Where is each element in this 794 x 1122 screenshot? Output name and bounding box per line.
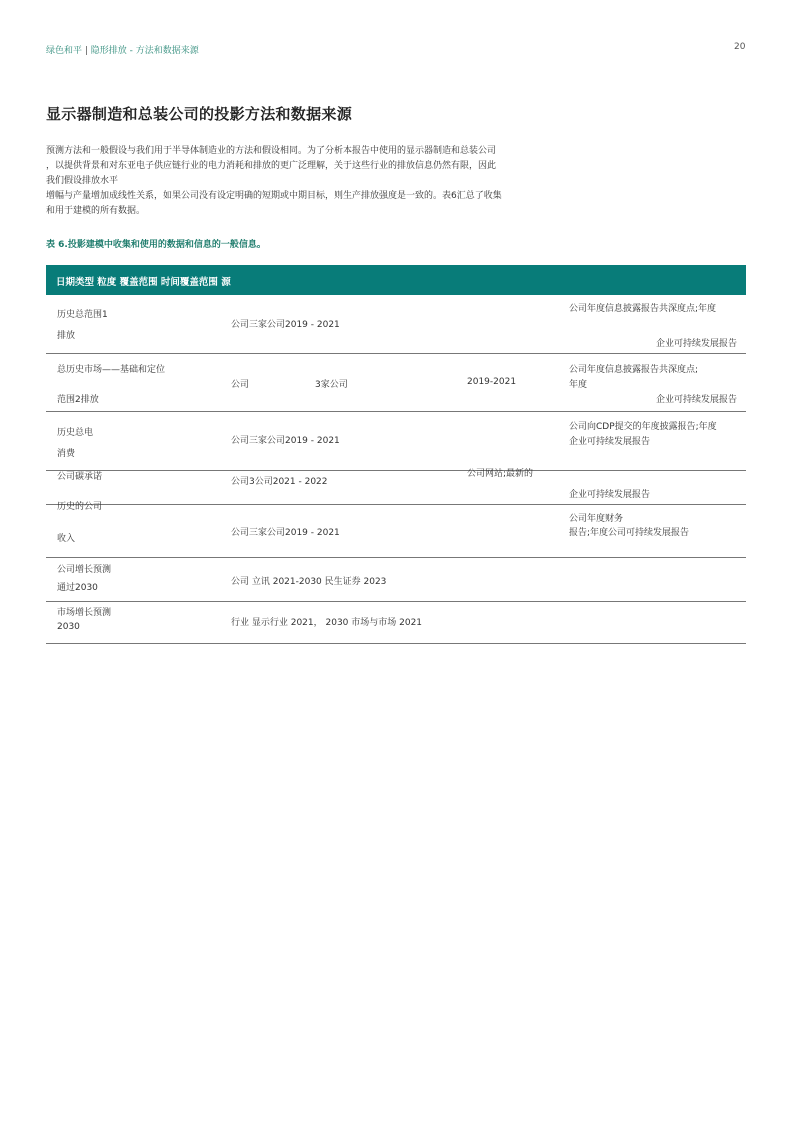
row7-coverage: 行业 显示行业 2021， 2030 市场与市场 2021 [231,618,423,628]
row2-source-line1: 公司年度信息披露报告共深度点; [569,365,699,375]
row7-type-line2: 2030 [57,622,80,632]
page-title: 显示器制造和总装公司的投影方法和数据来源 [46,105,353,123]
row3-source-line2: 企业可持续发展报告 [569,437,651,447]
intro-line: 和用于建模的所有数据。 [46,206,146,216]
section-name: 隐形排放 - 方法和数据来源 [90,46,199,56]
header-separator: | [82,46,91,56]
row-divider [46,557,746,558]
brand-name: 绿色和平 [46,46,83,56]
row6-coverage: 公司 立讯 2021-2030 民生证券 2023 [231,577,387,587]
row5-coverage: 公司三家公司2019 - 2021 [231,528,340,538]
row2-coverage: 3家公司 [315,380,348,390]
intro-line: 预测方法和一般假设与我们用于半导体制造业的方法和假设相同。为了分析本报告中使用的显示器制造和总装公司 [46,146,497,156]
row2-granularity: 公司 [231,380,250,390]
row4-time-coverage: 公司网站;最新的 [467,469,534,479]
page-number: 20 [734,42,746,52]
row2-type-line2: 范围2排放 [57,395,99,405]
row4-type: 公司碳承诺 [57,472,103,482]
row-divider [46,470,746,471]
row1-source-line2: 企业可持续发展报告 [656,339,738,349]
row-divider [46,411,746,412]
table-bottom-border [46,643,746,644]
row3-source-line1: 公司向CDP提交的年度披露报告;年度 [569,422,717,432]
row5-source-line1: 公司年度财务 [569,514,624,524]
row2-source-line2: 年度 [569,380,588,390]
row1-type-line2: 排放 [57,331,76,341]
row1-coverage: 公司三家公司2019 - 2021 [231,320,340,330]
row4-coverage: 公司3公司2021 - 2022 [231,477,328,487]
row-divider [46,353,746,354]
row2-source-line3: 企业可持续发展报告 [656,395,738,405]
row3-type-line2: 消费 [57,449,76,459]
row5-type-line2: 收入 [57,534,76,544]
row-divider [46,601,746,602]
row5-type-line1: 历史的公司 [57,502,103,512]
row7-type-line1: 市场增长预测 [57,608,112,618]
row1-source-line1: 公司年度信息披露报告共深度点;年度 [569,304,717,314]
table-header [46,265,746,295]
row5-source-line2: 报告;年度公司可持续发展报告 [569,528,690,538]
row6-type-line2: 通过2030 [57,583,98,593]
row3-type-line1: 历史总电 [57,428,94,438]
row4-source: 企业可持续发展报告 [569,490,651,500]
intro-line: ，以提供背景和对东亚电子供应链行业的电力消耗和排放的更广泛理解，关于这些行业的排放信息仍然有限，因此 [46,161,497,171]
row-divider [46,504,746,505]
row3-coverage: 公司三家公司2019 - 2021 [231,436,340,446]
table-header-label: 日期类型 粒度 覆盖范围 时间覆盖范围 源 [56,277,231,288]
row2-type-line1: 总历史市场——基础和定位 [57,365,166,375]
row1-type-line1: 历史总范围1 [57,310,108,320]
running-header [46,43,199,56]
intro-line: 增幅与产量增加成线性关系，如果公司没有设定明确的短期或中期目标，则生产排放强度是一致的。表6汇总了收集 [46,191,502,201]
table-caption: 表 6.投影建模中收集和使用的数据和信息的一般信息。 [46,240,266,250]
row2-time-coverage: 2019-2021 [467,377,517,387]
intro-line: 我们假设排放水平 [46,176,119,186]
row6-type-line1: 公司增长预测 [57,565,112,575]
